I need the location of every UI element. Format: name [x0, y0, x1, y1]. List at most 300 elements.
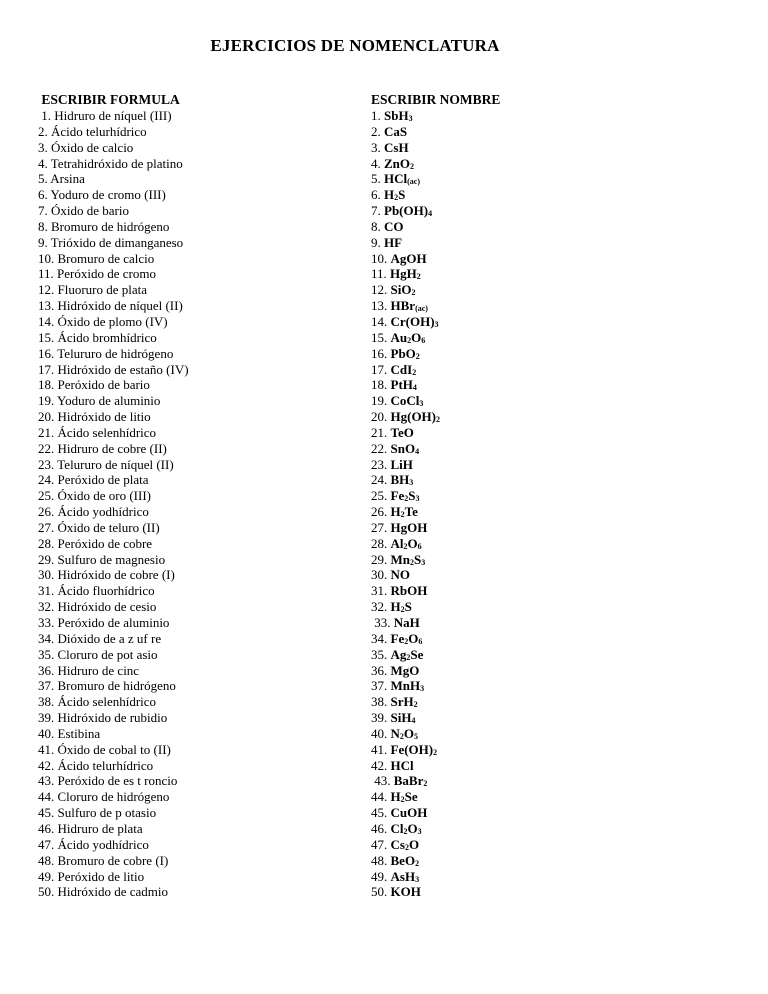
- exercise-number: 34.: [371, 630, 391, 646]
- exercise-number: 20.: [371, 409, 391, 425]
- name-exercise-item: 1. Hidruro de níquel (III): [38, 108, 172, 123]
- name-exercise-item: 24. Peróxido de plata: [38, 472, 149, 488]
- exercise-number: 21.: [371, 424, 391, 440]
- name-exercise-item: 49. Peróxido de litio: [38, 868, 145, 884]
- formula-exercise-item: [371, 631, 671, 647]
- chemical-formula: [391, 567, 411, 582]
- write-name-header: ESCRIBIR NOMBRE: [371, 92, 501, 107]
- chemical-formula: [391, 251, 427, 266]
- exercise-number: 19.: [371, 393, 391, 409]
- formula-subscript: 2: [400, 605, 405, 615]
- formula-subscript: 2: [406, 652, 411, 662]
- chemical-formula: [391, 441, 420, 456]
- formula-subscript: 6: [421, 335, 426, 345]
- formula-symbol: Cl: [390, 820, 404, 836]
- formula-exercise-item: [371, 837, 671, 853]
- formula-symbol: TeO: [390, 424, 414, 440]
- exercise-number: 39.: [371, 710, 391, 726]
- formula-symbol: KOH: [390, 884, 421, 900]
- chemical-formula: [391, 694, 418, 709]
- formula-exercise-item: [371, 599, 671, 615]
- chemical-formula: [391, 726, 419, 741]
- formula-subscript: 2: [410, 161, 415, 171]
- chemical-formula: [391, 552, 426, 567]
- formula-subscript: (ac): [407, 177, 421, 187]
- name-exercise-item: 42. Ácido telurhídrico: [38, 757, 154, 773]
- chemical-formula: [391, 631, 423, 646]
- exercise-number: 18.: [371, 377, 391, 393]
- formula-symbol: BeO: [390, 852, 416, 868]
- formula-symbol: S: [398, 187, 406, 203]
- chemical-formula: [384, 124, 407, 139]
- name-exercise-item: 20. Hidróxido de litio: [38, 409, 151, 425]
- formula-exercise-item: [371, 140, 671, 156]
- exercise-number: 22.: [371, 440, 391, 456]
- formula-subscript: 4: [412, 383, 417, 393]
- formula-symbol: H: [384, 187, 395, 203]
- formula-exercise-item: [371, 773, 671, 789]
- name-exercise-item: 38. Ácido selenhídrico: [38, 694, 157, 710]
- formula-subscript: 6: [418, 636, 423, 646]
- formula-symbol: SiO: [390, 282, 412, 298]
- name-exercise-item: 23. Telururo de níquel (II): [38, 456, 174, 472]
- name-exercise-item: 45. Sulfuro de p otasio: [38, 805, 157, 821]
- formula-subscript: 2: [403, 541, 408, 551]
- formula-subscript: 2: [416, 272, 421, 282]
- formula-symbol: CaS: [384, 123, 408, 139]
- formula-exercise-item: [371, 567, 671, 583]
- formula-symbol: CoCl: [390, 393, 420, 409]
- formula-symbol: MnH: [390, 678, 421, 694]
- formula-symbol: HgH: [390, 266, 417, 282]
- formula-subscript: 2: [413, 700, 418, 710]
- exercise-number: 42.: [371, 757, 391, 773]
- name-exercise-item: 16. Telururo de hidrógeno: [38, 345, 174, 361]
- formula-subscript: 3: [417, 826, 422, 836]
- formula-symbol: Cs: [390, 836, 405, 852]
- formula-subscript: 2: [415, 858, 420, 868]
- name-exercise-item: 48. Bromuro de cobre (I): [38, 852, 169, 868]
- exercise-number: 29.: [371, 551, 391, 567]
- chemical-formula: [391, 663, 420, 678]
- exercise-number: 33.: [371, 615, 394, 630]
- chemical-formula: [391, 330, 426, 345]
- exercise-number: 36.: [371, 662, 391, 678]
- formula-symbol: AsH: [390, 868, 416, 884]
- name-exercise-item: 19. Yoduro de aluminio: [38, 393, 161, 409]
- formula-symbol: RbOH: [390, 583, 428, 599]
- formula-exercise-item: [371, 884, 671, 900]
- chemical-formula: [391, 805, 428, 820]
- formula-exercise-item: [371, 124, 671, 140]
- name-exercise-item: 6. Yoduro de cromo (III): [38, 187, 166, 203]
- name-exercise-item: 40. Estibina: [38, 725, 101, 741]
- formula-exercise-item: [371, 789, 671, 805]
- formula-symbol: Fe: [390, 630, 405, 646]
- formula-symbol: Al: [390, 535, 404, 551]
- exercise-number: 26.: [371, 504, 391, 520]
- name-exercise-item: 12. Fluoruro de plata: [38, 282, 148, 298]
- exercise-number: 16.: [371, 345, 391, 361]
- formula-subscript: 6: [417, 541, 422, 551]
- formula-symbol: SnO: [390, 440, 416, 456]
- formula-subscript: 4: [428, 209, 433, 219]
- write-formula-list: [38, 108, 358, 900]
- formula-exercise-item: [371, 393, 671, 409]
- page-title: EJERCICIOS DE NOMENCLATURA: [210, 36, 500, 55]
- name-exercise-item: 14. Óxido de plomo (IV): [38, 313, 168, 329]
- exercise-number: 40.: [371, 725, 391, 741]
- formula-subscript: 3: [415, 494, 420, 504]
- name-exercise-item: 2. Ácido telurhídrico: [38, 123, 147, 139]
- name-exercise-item: 44. Cloruro de hidrógeno: [38, 789, 170, 805]
- chemical-formula: [391, 869, 420, 884]
- formula-symbol: NO: [390, 567, 410, 583]
- formula-exercise-item: [371, 171, 671, 187]
- chemical-formula: [391, 536, 422, 551]
- formula-subscript: 2: [415, 351, 420, 361]
- formula-exercise-item: [371, 504, 671, 520]
- name-exercise-item: 47. Ácido yodhídrico: [38, 836, 149, 852]
- chemical-formula: [391, 837, 420, 852]
- formula-subscript: 2: [433, 747, 438, 757]
- formula-symbol: O: [408, 836, 420, 852]
- name-exercise-item: 7. Óxido de bario: [38, 203, 129, 219]
- chemical-formula: [391, 742, 438, 757]
- formula-symbol: HgOH: [390, 519, 428, 535]
- formula-exercise-item: [371, 457, 671, 473]
- formula-subscript: 4: [415, 446, 420, 456]
- formula-exercise-item: [371, 853, 671, 869]
- exercise-number: 50.: [371, 884, 391, 900]
- exercise-number: 3.: [371, 139, 384, 155]
- chemical-formula: [391, 504, 418, 519]
- exercise-number: 38.: [371, 694, 391, 710]
- formula-symbol: N: [390, 725, 400, 741]
- formula-symbol: H: [390, 789, 401, 805]
- name-exercise-item: 43. Peróxido de es t roncio: [38, 773, 178, 789]
- formula-exercise-item: [371, 663, 671, 679]
- formula-subscript: 3: [434, 319, 439, 329]
- chemical-formula: [384, 108, 413, 123]
- name-exercise-item: 34. Dióxido de a z uf re: [38, 630, 162, 646]
- formula-exercise-item: [371, 647, 671, 663]
- chemical-formula: [391, 346, 420, 361]
- exercise-number: 4.: [371, 155, 384, 171]
- formula-subscript: 2: [404, 636, 409, 646]
- exercise-number: 27.: [371, 519, 391, 535]
- exercise-number: 5.: [371, 171, 384, 187]
- formula-exercise-item: [371, 156, 671, 172]
- formula-symbol: LiH: [390, 456, 413, 472]
- chemical-formula: [394, 615, 420, 630]
- formula-symbol: H: [390, 504, 401, 520]
- exercise-number: 28.: [371, 535, 391, 551]
- name-exercise-item: 13. Hidróxido de níquel (II): [38, 298, 183, 314]
- formula-symbol: O: [408, 630, 419, 646]
- formula-exercise-item: [371, 536, 671, 552]
- chemical-formula: [391, 425, 414, 440]
- formula-exercise-item: [371, 520, 671, 536]
- exercise-number: 41.: [371, 741, 391, 757]
- chemical-formula: [391, 409, 441, 424]
- formula-subscript: 3: [409, 478, 414, 488]
- exercise-number: 49.: [371, 868, 391, 884]
- chemical-formula: [391, 393, 424, 408]
- formula-subscript: 2: [403, 826, 408, 836]
- formula-symbol: Fe: [390, 488, 405, 504]
- formula-exercise-item: [371, 425, 671, 441]
- formula-subscript: 2: [404, 494, 409, 504]
- formula-symbol: H: [390, 599, 401, 615]
- formula-exercise-item: [371, 441, 671, 457]
- name-exercise-item: 21. Ácido selenhídrico: [38, 424, 157, 440]
- formula-exercise-item: [371, 552, 671, 568]
- formula-symbol: Au: [390, 329, 408, 345]
- formula-symbol: CdI: [390, 361, 413, 377]
- formula-symbol: HBr: [390, 298, 416, 314]
- name-exercise-item: 26. Ácido yodhídrico: [38, 504, 149, 520]
- name-exercise-item: 9. Trióxido de dimanganeso: [38, 234, 184, 250]
- exercise-number: 11.: [371, 266, 391, 282]
- formula-subscript: 2: [399, 731, 404, 741]
- exercise-number: 37.: [371, 678, 391, 694]
- chemical-formula: [391, 678, 425, 693]
- formula-symbol: Hg(OH): [390, 409, 436, 425]
- chemical-formula: [391, 377, 417, 392]
- formula-exercise-item: [371, 758, 671, 774]
- formula-exercise-item: [371, 472, 671, 488]
- formula-exercise-item: [371, 203, 671, 219]
- formula-subscript: 3: [415, 874, 420, 884]
- name-exercise-item: 35. Cloruro de pot asio: [38, 646, 158, 662]
- chemical-formula: [384, 140, 409, 155]
- formula-exercise-item: [371, 298, 671, 314]
- formula-symbol: SiH: [390, 710, 412, 726]
- name-exercise-item: 41. Óxido de cobal to (II): [38, 741, 171, 757]
- formula-symbol: Ag: [390, 646, 407, 662]
- name-exercise-item: 32. Hidróxido de cesio: [38, 599, 157, 615]
- chemical-formula: [391, 647, 424, 662]
- formula-symbol: SrH: [390, 694, 414, 710]
- name-exercise-item: 8. Bromuro de hidrógeno: [38, 218, 170, 234]
- chemical-formula: [391, 583, 428, 598]
- name-exercise-item: 27. Óxido de teluro (II): [38, 519, 160, 535]
- formula-symbol: HF: [384, 234, 403, 250]
- chemical-formula: [384, 187, 405, 202]
- formula-symbol: MgO: [390, 662, 420, 678]
- formula-symbol: BH: [390, 472, 410, 488]
- formula-symbol: PbO: [390, 345, 416, 361]
- exercise-number: 6.: [371, 187, 384, 203]
- chemical-formula: [391, 599, 412, 614]
- formula-exercise-item: [371, 805, 671, 821]
- name-exercise-item: 39. Hidróxido de rubidio: [38, 710, 168, 726]
- name-exercise-item: 50. Hidróxido de cadmio: [38, 884, 168, 900]
- name-exercise-item: 15. Ácido bromhídrico: [38, 329, 157, 345]
- formula-symbol: HCl: [384, 171, 408, 187]
- formula-exercise-item: [371, 362, 671, 378]
- name-exercise-item: 29. Sulfuro de magnesio: [38, 551, 166, 567]
- name-exercise-item: 37. Bromuro de hidrógeno: [38, 678, 176, 694]
- formula-symbol: O: [403, 725, 415, 741]
- formula-exercise-item: [371, 678, 671, 694]
- exercise-number: 7.: [371, 203, 384, 219]
- name-exercise-item: 46. Hidruro de plata: [38, 820, 143, 836]
- formula-symbol: AgOH: [390, 250, 427, 266]
- write-name-column: [371, 92, 671, 900]
- exercise-number: 24.: [371, 472, 391, 488]
- formula-exercise-item: [371, 235, 671, 251]
- formula-subscript: 2: [423, 779, 428, 789]
- exercise-number: 17.: [371, 361, 391, 377]
- chemical-formula: [391, 520, 428, 535]
- formula-symbol: O: [407, 820, 418, 836]
- formula-subscript: 2: [394, 193, 399, 203]
- chemical-formula: [391, 298, 428, 313]
- chemical-formula: [384, 219, 404, 234]
- chemical-formula: [391, 282, 416, 297]
- exercise-number: 12.: [371, 282, 391, 298]
- formula-subscript: 5: [414, 731, 419, 741]
- chemical-formula: [391, 821, 422, 836]
- exercise-number: 1.: [371, 108, 384, 123]
- formula-symbol: Se: [410, 646, 424, 662]
- formula-exercise-item: [371, 187, 671, 203]
- formula-symbol: Te: [404, 504, 418, 520]
- name-exercise-item: 4. Tetrahidróxido de platino: [38, 155, 183, 171]
- exercise-number: 47.: [371, 836, 391, 852]
- formula-exercise-item: [371, 251, 671, 267]
- formula-symbol: Pb(OH): [384, 203, 429, 219]
- formula-exercise-item: [371, 330, 671, 346]
- write-formula-column: [38, 92, 358, 900]
- formula-subscript: 3: [420, 684, 425, 694]
- formula-symbol: O: [411, 329, 422, 345]
- chemical-formula: [391, 884, 421, 899]
- formula-subscript: 2: [410, 557, 414, 567]
- exercise-number: 44.: [371, 789, 391, 805]
- name-exercise-item: 3. Óxido de calcio: [38, 139, 134, 155]
- exercise-number: 14.: [371, 313, 391, 329]
- chemical-formula: [384, 203, 432, 218]
- formula-symbol: Fe(OH): [390, 741, 434, 757]
- formula-subscript: 2: [411, 288, 416, 298]
- exercise-number: 32.: [371, 599, 391, 615]
- chemical-formula: [391, 758, 414, 773]
- formula-exercise-item: [371, 108, 671, 124]
- formula-exercise-item: [371, 742, 671, 758]
- formula-subscript: 2: [436, 415, 440, 425]
- chemical-formula: [391, 789, 418, 804]
- exercise-number: 9.: [371, 234, 384, 250]
- formula-subscript: 3: [419, 399, 424, 409]
- formula-exercise-item: [371, 583, 671, 599]
- chemical-formula: [391, 710, 416, 725]
- formula-symbol: Cr(OH): [390, 313, 435, 329]
- chemical-formula: [394, 773, 428, 788]
- exercise-number: 25.: [371, 488, 391, 504]
- chemical-formula: [390, 266, 421, 281]
- formula-symbol: BaBr: [393, 773, 424, 789]
- exercise-number: 10.: [371, 250, 391, 266]
- formula-symbol: CsH: [384, 139, 409, 155]
- formula-exercise-item: [371, 282, 671, 298]
- name-exercise-item: 18. Peróxido de bario: [38, 377, 150, 393]
- formula-exercise-item: [371, 488, 671, 504]
- formula-subscript: (ac): [415, 304, 428, 314]
- formula-symbol: CO: [384, 218, 404, 234]
- formula-symbol: CuOH: [390, 805, 428, 821]
- exercise-number: 43.: [371, 773, 394, 789]
- formula-symbol: HCl: [390, 757, 414, 773]
- formula-exercise-item: [371, 821, 671, 837]
- formula-exercise-item: [371, 266, 671, 282]
- formula-subscript: 2: [400, 510, 405, 520]
- exercise-number: 2.: [371, 123, 384, 139]
- formula-subscript: 2: [400, 795, 405, 805]
- chemical-formula: [391, 362, 417, 377]
- chemical-formula: [391, 314, 439, 329]
- exercise-number: 31.: [371, 583, 391, 599]
- chemical-formula: [391, 457, 413, 472]
- formula-symbol: SbH: [384, 108, 409, 123]
- name-exercise-item: 30. Hidróxido de cobre (I): [38, 567, 175, 583]
- name-exercise-item: 22. Hidruro de cobre (II): [38, 440, 167, 456]
- exercise-number: 15.: [371, 329, 391, 345]
- chemical-formula: [384, 235, 402, 250]
- exercise-number: 8.: [371, 218, 384, 234]
- formula-symbol: Se: [404, 789, 418, 805]
- formula-exercise-item: [371, 726, 671, 742]
- formula-symbol: NaH: [393, 615, 420, 630]
- name-exercise-item: 5. Arsina: [38, 171, 85, 187]
- formula-subscript: 2: [404, 842, 409, 852]
- formula-exercise-item: [371, 869, 671, 885]
- formula-symbol: S: [404, 599, 412, 615]
- write-name-list: [371, 108, 671, 900]
- chemical-formula: [384, 171, 420, 186]
- chemical-formula: [391, 472, 414, 487]
- formula-exercise-item: [371, 219, 671, 235]
- formula-exercise-item: [371, 710, 671, 726]
- chemical-formula: [384, 156, 414, 171]
- formula-exercise-item: [371, 314, 671, 330]
- formula-symbol: PtH: [390, 377, 413, 393]
- formula-subscript: 3: [421, 557, 426, 567]
- write-formula-header: ESCRIBIR FORMULA: [38, 92, 180, 107]
- formula-subscript: 4: [411, 716, 416, 726]
- exercise-number: 48.: [371, 852, 391, 868]
- formula-exercise-item: [371, 409, 671, 425]
- exercise-number: 30.: [371, 567, 391, 583]
- formula-exercise-item: [371, 346, 671, 362]
- formula-symbol: S: [408, 488, 416, 504]
- name-exercise-item: 11. Peróxido de cromo: [38, 266, 156, 282]
- name-exercise-item: 28. Peróxido de cobre: [38, 535, 153, 551]
- name-exercise-item: 31. Ácido fluorhídrico: [38, 583, 155, 599]
- formula-subscript: 2: [407, 335, 412, 345]
- exercise-number: 13.: [371, 298, 391, 314]
- exercise-number: 23.: [371, 456, 391, 472]
- chemical-formula: [391, 488, 420, 503]
- exercise-number: 46.: [371, 820, 391, 836]
- formula-symbol: O: [407, 535, 418, 551]
- name-exercise-item: 33. Peróxido de aluminio: [38, 615, 170, 630]
- formula-subscript: 3: [408, 114, 413, 123]
- name-exercise-item: 10. Bromuro de calcio: [38, 250, 155, 266]
- chemical-formula: [391, 853, 420, 868]
